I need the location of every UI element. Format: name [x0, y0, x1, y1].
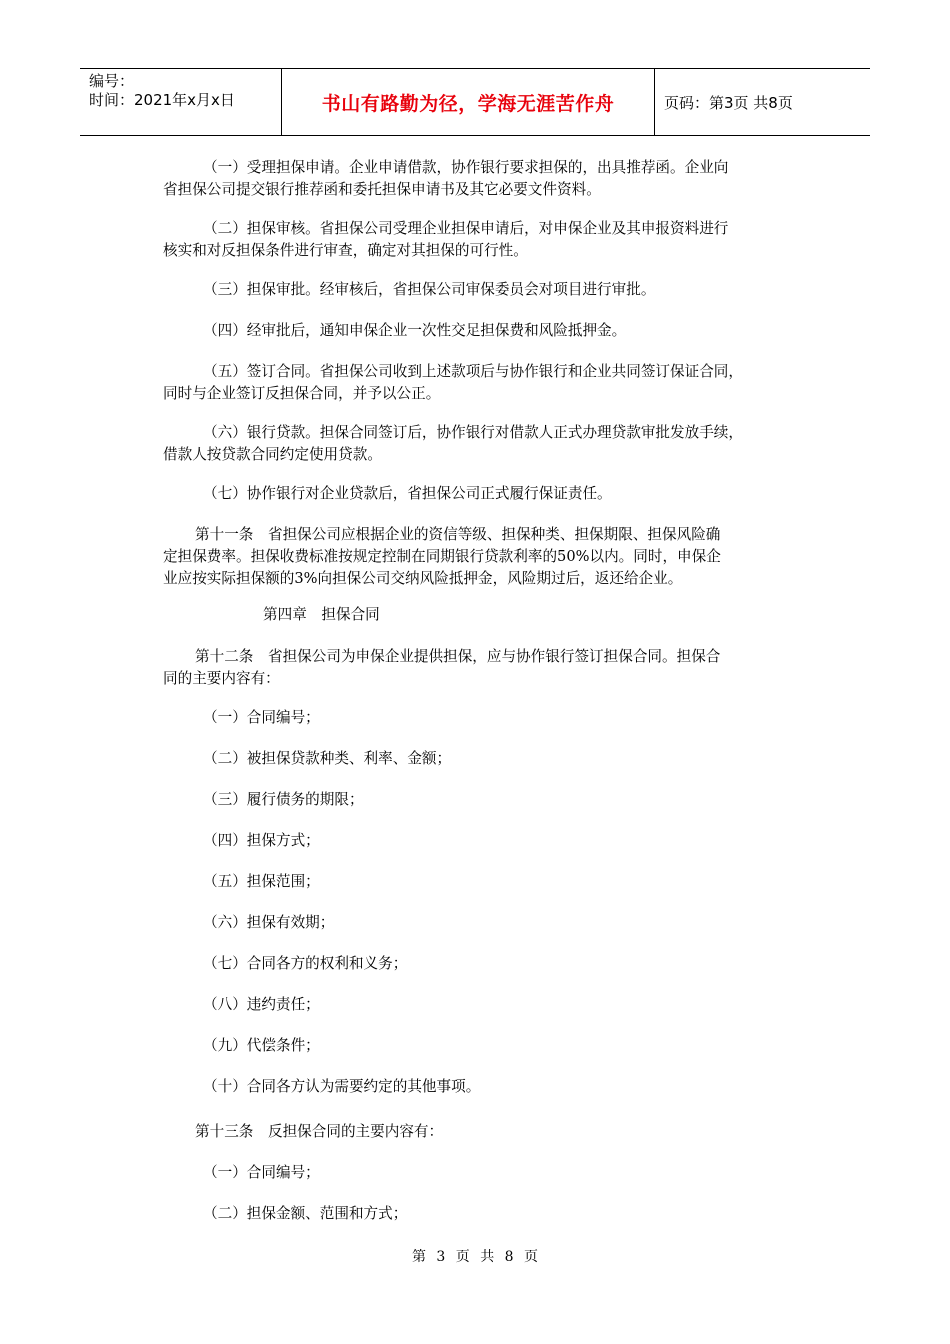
paragraph — [163, 483, 813, 505]
paragraph-line: （三）担保审批。经审核后，省担保公司审保委员会对项目进行审批。 — [203, 281, 656, 298]
paragraph — [163, 994, 813, 1016]
page-header — [80, 68, 870, 136]
page-footer: 第 3 页 共 8 页 — [411, 1249, 539, 1265]
paragraph — [163, 422, 813, 466]
paragraph — [163, 320, 813, 342]
paragraph — [163, 1076, 813, 1098]
paragraph-line: （五）担保范围； — [203, 873, 320, 890]
paragraph-line: （二）担保审核。省担保公司受理企业担保申请后，对申保企业及其申报资料进行 — [203, 220, 729, 237]
paragraph-line: （十）合同各方认为需要约定的其他事项。 — [203, 1078, 481, 1095]
doc-number-label: 编号： — [89, 72, 135, 90]
paragraph — [163, 871, 813, 893]
paragraph-line: 同的主要内容有： — [163, 670, 280, 687]
paragraph-line: （一）合同编号； — [203, 709, 320, 726]
motto-text: 书山有路勤为径，学海无涯苦作舟 — [321, 92, 615, 115]
paragraph-line: 借款人按贷款合同约定使用贷款。 — [163, 446, 382, 463]
page-info-text: 页码：第3页 共8页 — [664, 93, 793, 112]
paragraph-line: 第十二条 省担保公司为申保企业提供担保，应与协作银行签订担保合同。担保合 — [195, 648, 721, 665]
paragraph-line: （八）违约责任； — [203, 996, 320, 1013]
paragraph-line: （七）合同各方的权利和义务； — [203, 955, 408, 972]
paragraph — [163, 1203, 813, 1225]
paragraph-line: （五）签订合同。省担保公司收到上述款项后与协作银行和企业共同签订保证合同， — [203, 363, 743, 380]
paragraph — [163, 830, 813, 852]
header-page-info — [654, 69, 870, 135]
header-motto-cell — [282, 69, 655, 135]
paragraph — [163, 748, 813, 770]
paragraph-line: （二）担保金额、范围和方式； — [203, 1205, 408, 1222]
paragraph — [163, 789, 813, 811]
paragraph-line: （三）履行债务的期限； — [203, 791, 364, 808]
paragraph-line: （一）合同编号； — [203, 1164, 320, 1181]
paragraph-line: 定担保费率。担保收费标准按规定控制在同期银行贷款利率的50%以内。同时，申保企 — [163, 548, 721, 565]
paragraph — [163, 1121, 813, 1143]
paragraph-line: 业应按实际担保额的3%向担保公司交纳风险抵押金，风险期过后，返还给企业。 — [163, 570, 683, 587]
paragraph — [163, 912, 813, 934]
paragraph-line: 第十一条 省担保公司应根据企业的资信等级、担保种类、担保期限、担保风险确 — [195, 526, 721, 543]
paragraph — [163, 646, 813, 690]
paragraph-line: （二）被担保贷款种类、利率、金额； — [203, 750, 452, 767]
paragraph-line: （六）银行贷款。担保合同签订后，协作银行对借款人正式办理贷款审批发放手续， — [203, 424, 743, 441]
paragraph — [163, 524, 813, 590]
paragraph — [163, 1162, 813, 1184]
paragraph-line: 同时与企业签订反担保合同，并予以公正。 — [163, 385, 441, 402]
time-label: 时间：2021年x月x日 — [89, 91, 235, 109]
header-meta — [80, 69, 282, 135]
paragraph-line: （七）协作银行对企业贷款后，省担保公司正式履行保证责任。 — [203, 485, 612, 502]
paragraph-line: 第四章 担保合同 — [263, 606, 380, 623]
paragraph — [163, 1035, 813, 1057]
paragraph — [163, 279, 813, 301]
paragraph-line: （四）经审批后，通知申保企业一次性交足担保费和风险抵押金。 — [203, 322, 627, 339]
paragraph — [163, 604, 813, 626]
paragraph-line: （四）担保方式； — [203, 832, 320, 849]
paragraph-line: 省担保公司提交银行推荐函和委托担保申请书及其它必要文件资料。 — [163, 181, 601, 198]
paragraph — [163, 157, 813, 201]
paragraph-line: （一）受理担保申请。企业申请借款，协作银行要求担保的，出具推荐函。企业向 — [203, 159, 729, 176]
paragraph-line: 核实和对反担保条件进行审查，确定对其担保的可行性。 — [163, 242, 528, 259]
paragraph-line: （九）代偿条件； — [203, 1037, 320, 1054]
paragraph — [163, 361, 813, 405]
paragraph — [163, 707, 813, 729]
paragraph — [163, 218, 813, 262]
paragraph-line: 第十三条 反担保合同的主要内容有： — [195, 1123, 444, 1140]
paragraph-line: （六）担保有效期； — [203, 914, 335, 931]
paragraph — [163, 953, 813, 975]
